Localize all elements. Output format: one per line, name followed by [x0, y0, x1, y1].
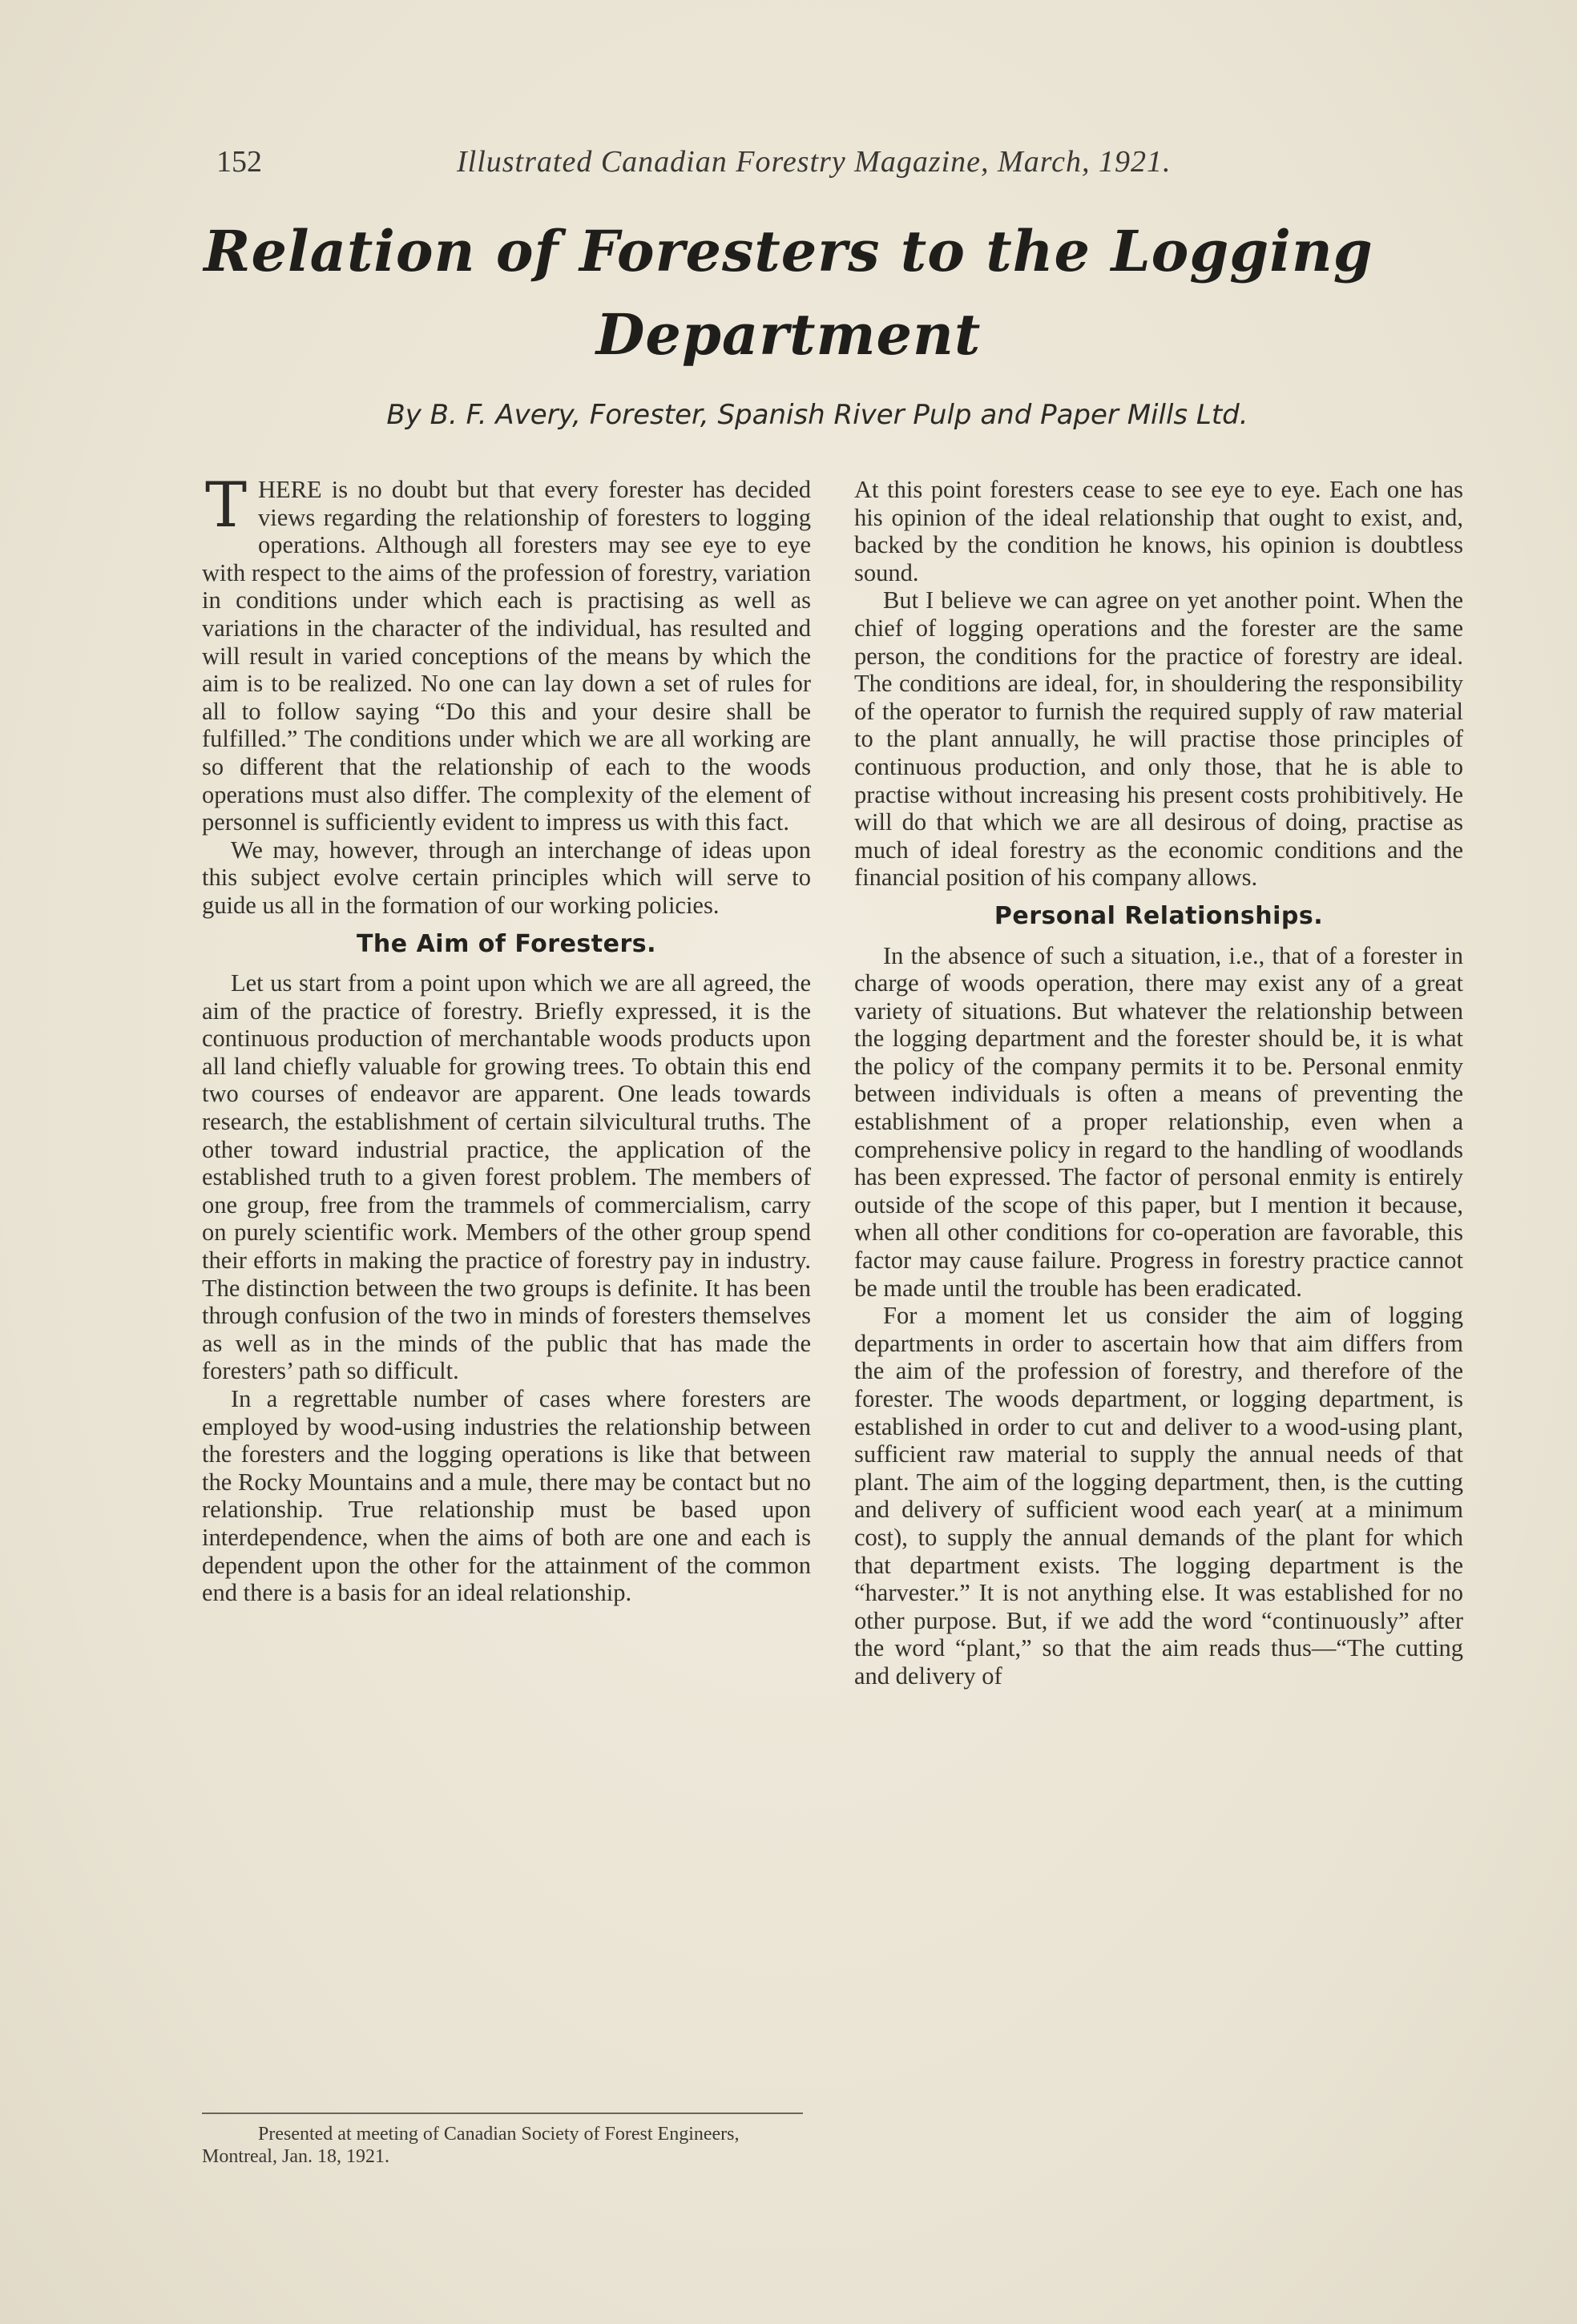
running-head — [216, 144, 1274, 192]
right-column — [854, 476, 1463, 1690]
drop-cap: T — [205, 469, 248, 542]
page-number: 152 — [216, 145, 262, 179]
article-title — [144, 210, 1433, 377]
paragraph: In a regrettable number of cases where foresters are employed by wood-using industries the relationship between the foresters and the logging operations is like that between the Rocky Mountains and a mule, there may be contact but no relationship. True relationship must be based upon interdependence, when the aims of both are one and each is dependent upon the other for the attainment of the common end there is a basis for an ideal relationship. — [202, 1385, 811, 1607]
magazine-title: Illustrated Canadian Forestry Magazine, March, 1921. — [457, 145, 1172, 179]
paragraph — [202, 469, 811, 836]
paragraph: But I believe we can agree on yet another point. When the chief of logging operations and the forester are the same person, the conditions for the practice of forestry are ideal. The conditions are ideal, for, in shouldering the responsibility of the operator to furnish the required supply of raw material to the plant annually, he will practise those principles of continuous production, and only those, that he is able to practise without increasing his present costs prohibitively. He will do that which we are all desirous of doing, practise as much of ideal forestry as the economic conditions and the financial position of his company allows. — [854, 586, 1463, 892]
article-title-line-1: Relation of Foresters to the Logging — [204, 218, 1373, 284]
paragraph: In the absence of such a situation, i.e., that of a forester in charge of woods operation, there may exist any of a great variety of situations. But whatever the relationship between the logging department and the forester should be, it is what the policy of the company permits it to be. Personal enmity between individuals is often a means of preventing the establishment of a proper relationship, even when a comprehensive policy in regard to the handling of woodlands has been expressed. The factor of personal enmity is entirely outside of the scope of this paper, but I mention it because, when all other conditions for co-operation are favorable, this factor may cause failure. Progress in forestry practice cannot be made until the trouble has been eradicated. — [854, 941, 1463, 1302]
paragraph: For a moment let us consider the aim of logging departments in order to ascertain how that aim differs from the aim of the profession of forestry, and therefore of the forester. The woods department, or logging department, is established in order to cut and deliver to a wood-using plant, sufficient raw material to supply the annual needs of that plant. The aim of the logging department, then, is the cutting and delivery of sufficient wood each year( at a minimum cost), to supply the annual demands of the plant for which that department exists. The logging department is the “harvester.” It is not anything else. It was established for no other purpose. But, if we add the word “continuously” after the word “plant,” so that the aim reads thus—“The cutting and delivery of — [854, 1302, 1463, 1690]
article-title-line-2: Department — [595, 301, 982, 368]
section-heading-personal: Personal Relationships. — [994, 901, 1324, 930]
footnote — [202, 2123, 811, 2168]
article-byline: By B. F. Avery, Forester, Spanish River Pulp and Paper Mills Ltd. — [386, 399, 1248, 431]
paragraph: We may, however, through an interchange of ideas upon this subject evolve certain principles which will serve to guide us all in the formation of our working policies. — [202, 836, 811, 919]
paragraph: Let us start from a point upon which we are all agreed, the aim of the practice of forestry. Briefly expressed, it is the continuous production of merchantable woods products upon all land chiefly valuable for growing trees. To obtain this end two courses of endeavor are apparent. One leads towards research, the establishment of certain silvicultural truths. The other toward industrial practice, the application of the established truth to a given forest problem. The members of one group, free from the trammels of commercialism, carry on purely scientific work. Members of the other group spend their efforts in making the practice of forestry pay in industry. The distinction between the two groups is definite. It has been through confusion of the two in minds of foresters themselves as well as in the minds of the public that has made the foresters’ path so difficult. — [202, 969, 811, 1385]
footnote-rule — [202, 2113, 803, 2114]
section-heading-aim: The Aim of Foresters. — [356, 929, 657, 958]
footnote-text: Presented at meeting of Canadian Society of Forest Engineers, Montreal, Jan. 18, 1921. — [202, 2124, 740, 2167]
paragraph-text: HERE is no doubt but that every forester has decided views regarding the relationship of foresters to logging operations. Although all foresters may see eye to eye with respect to the aims of the profession of forestry, variation in conditions under which each is practising as well as variations in the character of the individual, has resulted and will result in varied conceptions of the means by which the aim is to be realized. No one can lay down a set of rules for all to follow saying “Do this and your desire shall be fulfilled.” The conditions under which we are all working are so different that the relationship of each to the woods operations must also differ. The complexity of the element of personnel is sufficiently evident to impress us with this fact. — [202, 476, 811, 836]
left-column — [202, 469, 811, 1607]
paragraph: At this point foresters cease to see eye to eye. Each one has his opinion of the ideal relationship that ought to exist, and, backed by the condition he knows, his opinion is doubtless sound. — [854, 476, 1463, 586]
